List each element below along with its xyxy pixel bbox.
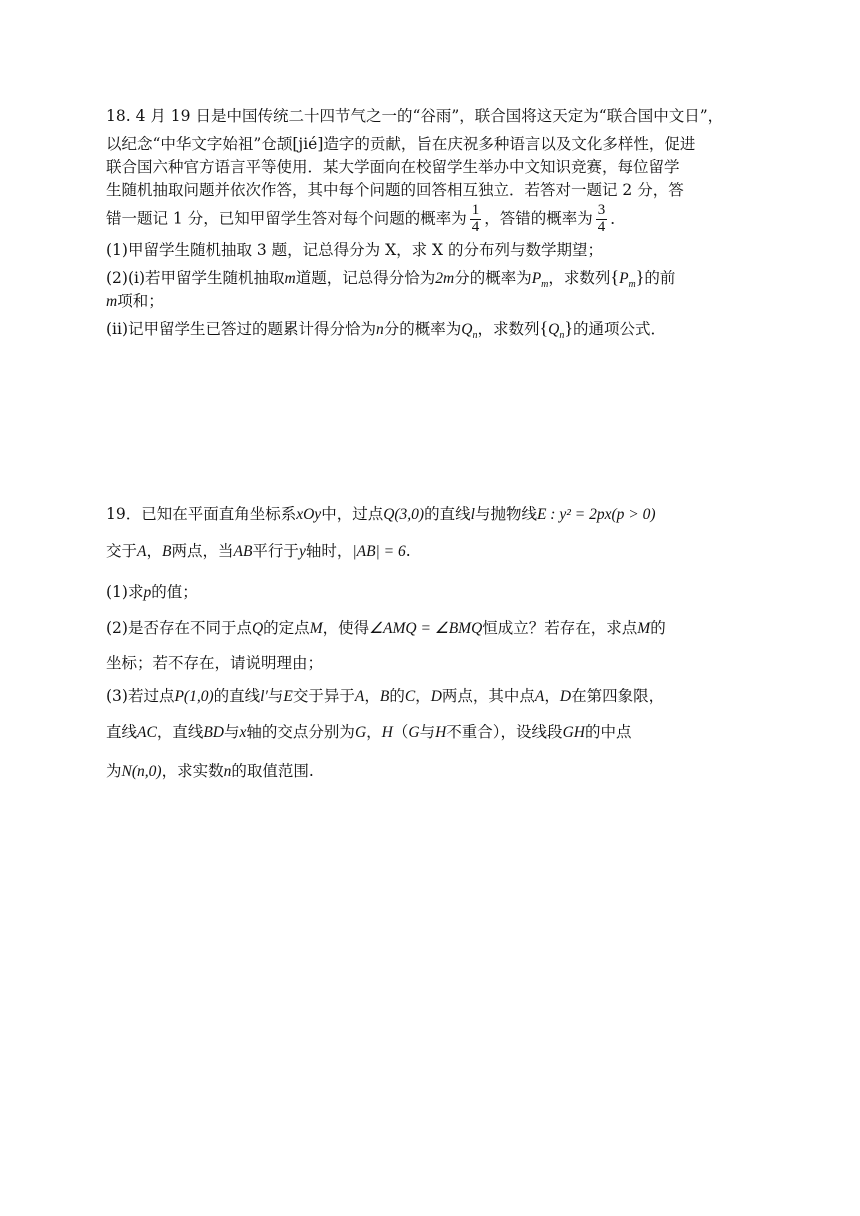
q19-part-2: (2)是否存在不同于点Q的定点M，使得∠AMQ = ∠BMQ恒成立？若存在，求点M的 (106, 619, 666, 637)
q19-part-3-line-3: 为N(n,0)，求实数n的取值范围. (106, 762, 314, 780)
q19-part-2-line-2: 坐标；若不存在，请说明理由； (106, 654, 324, 672)
q19-part-3: (3)若过点P(1,0)的直线l′与E交于异于A，B的C，D两点，其中点A，D在第四象限， (106, 687, 665, 705)
q18-line-4 (106, 183, 684, 199)
left-brace: { (610, 267, 620, 287)
q18-part-2i-line-2: m项和； (106, 292, 164, 310)
fraction-three-quarters: $\frac{3}{4}$ (597, 202, 606, 235)
q19-part-3-line-2: 直线AC，直线BD与x轴的交点分别为G，H（G与H不重合），设线段GH的中点 (106, 723, 632, 741)
q18-part-2ii: (ii)记甲留学生已答过的题累计得分恰为n分的概率为$Q_n$，求数列$\{Q_n\}$的通项公式． (106, 318, 666, 342)
fraction-one-quarter: $\frac{1}{4}$ (471, 202, 480, 235)
q19-part-1: (1)求p的值； (106, 583, 198, 601)
q18-part-2i: (2)(i)若甲留学生随机抽取m道题，记总得分恰为2m分的概率为$P_m$，求数列$\{P_m\}$的前 (106, 267, 676, 291)
q19-line-1: 19．已知在平面直角坐标系xOy中，过点Q(3,0)的直线l与抛物线E : y² = 2px(p > 0) (106, 505, 656, 523)
q18-text-2: 以纪念“中华文字始祖”仓颉[jié]造字的贡献，旨在庆祝多种语言以及文化多样性，促进 (106, 135, 696, 153)
q18-part-1: (1)甲留学生随机抽取 3 题，记总得分为 X，求 X 的分布列与数学期望； (106, 241, 604, 259)
q18-line-3 (106, 160, 680, 176)
q19-line-2: 交于A，B两点，当AB平行于y轴时，|AB| = 6. (106, 542, 411, 560)
q18-line-1 (106, 109, 723, 125)
q18-line-2 (106, 137, 695, 153)
q18-text-3: 联合国六种官方语言平等使用．某大学面向在校留学生举办中文知识竞赛，每位留学 (106, 158, 680, 176)
q18-line-5: 错一题记 1 分，已知甲留学生答对每个问题的概率为 $\frac{1}{4}$ ，答错的概率为 $\frac{3}{4}$ ． (106, 202, 626, 235)
q18-text-1: 18. 4 月 19 日是中国传统二十四节气之一的“谷雨”，联合国将这天定为“联合国中文日”， (106, 107, 724, 125)
q18-text-5b: ，答错的概率为 (484, 209, 593, 228)
parabola-equation: E : y² = 2px(p > 0) (536, 506, 656, 523)
q18-text-4: 生随机抽取问题并依次作答，其中每个问题的回答相互独立．若答对一题记 2 分，答 (106, 181, 684, 199)
right-brace: } (635, 267, 645, 287)
q18-text-5a: 错一题记 1 分，已知甲留学生答对每个问题的概率为 (106, 209, 467, 228)
